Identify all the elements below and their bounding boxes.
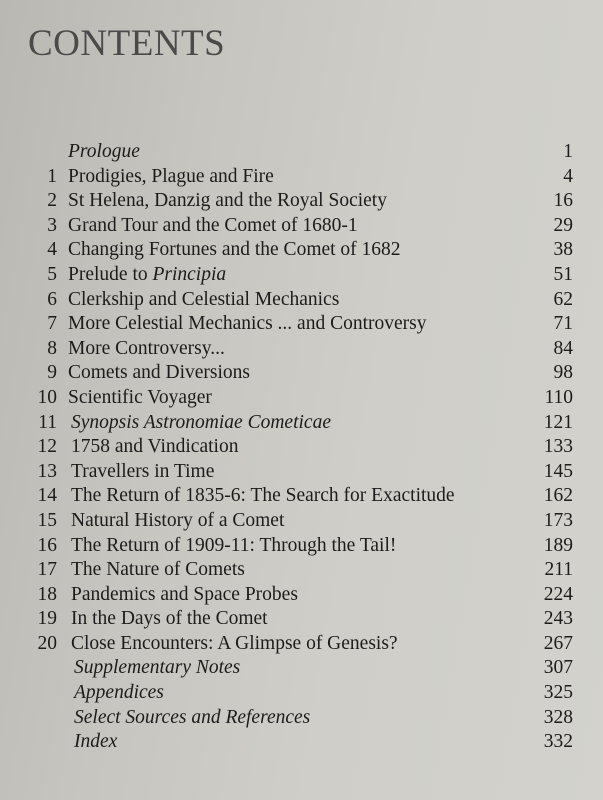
toc-entry-chapter-5 [0, 263, 603, 288]
toc-entry-chapter-3 [0, 214, 603, 239]
toc-entry-number: 2 [47, 190, 57, 212]
toc-entry-page: 62 [553, 288, 573, 310]
toc-entry-number: 6 [47, 288, 57, 310]
toc-entry-appendices [0, 681, 603, 706]
toc-entry-number: 13 [37, 460, 57, 482]
toc-entry-chapter-8 [0, 337, 603, 362]
toc-entry-page: 145 [543, 460, 573, 482]
toc-entry-number: 11 [38, 411, 57, 433]
toc-entry-number: 14 [37, 485, 57, 507]
toc-entry-title: Close Encounters: A Glimpse of Genesis? [71, 632, 398, 654]
toc-entry-page: 71 [553, 313, 573, 335]
toc-entry-title: 1758 and Vindication [71, 436, 239, 458]
toc-entry-number: 8 [47, 337, 57, 359]
toc-entry-page: 328 [543, 706, 573, 728]
toc-entry-title: Synopsis Astronomiae Cometicae [71, 411, 331, 433]
toc-entry-title: The Return of 1835-6: The Search for Exactitude [71, 485, 455, 507]
toc-entry-page: 211 [544, 559, 573, 581]
toc-entry-number: 19 [37, 608, 57, 630]
toc-entry-number: 15 [37, 509, 57, 531]
toc-entry-number: 12 [37, 436, 57, 458]
toc-entry-chapter-17 [0, 558, 603, 583]
toc-entry-title: Natural History of a Comet [71, 509, 285, 531]
toc-entry-chapter-12 [0, 435, 603, 460]
toc-entry-prologue [0, 140, 603, 165]
toc-entry-page: 325 [543, 682, 573, 704]
toc-entry-number: 5 [47, 263, 57, 285]
toc-entry-page: 243 [543, 608, 573, 630]
toc-entry-number: 3 [47, 214, 57, 236]
toc-entry-number: 20 [37, 632, 57, 654]
toc-entry-chapter-1 [0, 165, 603, 190]
toc-entry-title: Select Sources and References [74, 706, 311, 728]
toc-entry-page: 121 [543, 411, 573, 433]
toc-entry-number: 16 [37, 534, 57, 556]
page-title: CONTENTS [28, 23, 226, 64]
toc-entry-chapter-15 [0, 509, 603, 534]
toc-entry-title: The Nature of Comets [71, 559, 245, 581]
toc-entry-page: 51 [553, 263, 573, 285]
toc-entry-page: 98 [553, 362, 573, 384]
toc-entry-title-italic: Principia [152, 263, 227, 285]
toc-entry-number: 4 [47, 239, 57, 261]
toc-entry-title: More Controversy... [68, 337, 225, 359]
toc-entry-chapter-11 [0, 411, 603, 436]
toc-entry-page: 133 [543, 436, 573, 458]
toc-entry-number: 7 [47, 313, 57, 335]
toc-entry-title: Pandemics and Space Probes [71, 583, 298, 605]
toc-entry-number: 10 [37, 386, 57, 408]
toc-entry-page: 29 [553, 214, 573, 236]
toc-entry-title [68, 263, 226, 288]
toc-entry-page: 224 [543, 583, 573, 605]
toc-entry-title: Clerkship and Celestial Mechanics [68, 288, 340, 310]
toc-entry-select-sources [0, 706, 603, 731]
toc-entry-chapter-9 [0, 361, 603, 386]
toc-entry-page: 307 [543, 657, 573, 679]
toc-entry-title: Grand Tour and the Comet of 1680-1 [68, 214, 358, 236]
toc-entry-page: 162 [543, 485, 573, 507]
toc-entry-number: 9 [47, 362, 57, 384]
toc-entry-chapter-2 [0, 189, 603, 214]
toc-entry-title-roman: Prelude to [68, 263, 153, 285]
toc-entry-chapter-14 [0, 484, 603, 509]
toc-entry-chapter-4 [0, 238, 603, 263]
toc-entry-chapter-20 [0, 632, 603, 657]
toc-entry-title: Index [74, 731, 118, 753]
toc-entry-title: More Celestial Mechanics ... and Controversy [68, 313, 427, 335]
toc-entry-chapter-6 [0, 288, 603, 313]
toc-entry-supplementary-notes [0, 656, 603, 681]
toc-entry-page: 267 [543, 632, 573, 654]
toc-entry-title: Supplementary Notes [74, 657, 241, 679]
toc-entry-title: St Helena, Danzig and the Royal Society [68, 190, 387, 212]
toc-entry-title: The Return of 1909-11: Through the Tail! [71, 534, 397, 556]
toc-entry-title: Travellers in Time [71, 460, 215, 482]
toc-entry-chapter-19 [0, 607, 603, 632]
toc-entry-page: 38 [553, 239, 573, 261]
toc-entry-page: 110 [544, 386, 573, 408]
toc-entry-title: Prologue [68, 141, 140, 162]
toc-entry-page: 173 [543, 509, 573, 531]
toc-entry-number: 17 [37, 559, 57, 581]
toc-entry-title: Prodigies, Plague and Fire [68, 165, 274, 187]
toc-entry-title: Comets and Diversions [68, 362, 250, 384]
toc-entry-chapter-10 [0, 386, 603, 411]
table-of-contents [0, 140, 603, 755]
toc-entry-number: 1 [47, 165, 57, 187]
toc-entry-page: 84 [553, 337, 573, 359]
toc-entry-chapter-13 [0, 460, 603, 485]
toc-entry-title: Appendices [74, 682, 164, 704]
toc-entry-page: 16 [553, 190, 573, 212]
toc-entry-page: 332 [543, 731, 573, 753]
toc-entry-title: Changing Fortunes and the Comet of 1682 [68, 239, 401, 261]
toc-entry-page: 189 [543, 534, 573, 556]
toc-entry-title: Scientific Voyager [68, 386, 212, 408]
toc-entry-chapter-7 [0, 312, 603, 337]
toc-entry-page: 4 [563, 165, 573, 187]
toc-entry-index [0, 730, 603, 755]
toc-entry-chapter-18 [0, 583, 603, 608]
toc-entry-number: 18 [37, 583, 57, 605]
toc-entry-title: In the Days of the Comet [71, 608, 268, 630]
toc-entry-chapter-16 [0, 534, 603, 559]
toc-entry-page: 1 [563, 141, 573, 162]
